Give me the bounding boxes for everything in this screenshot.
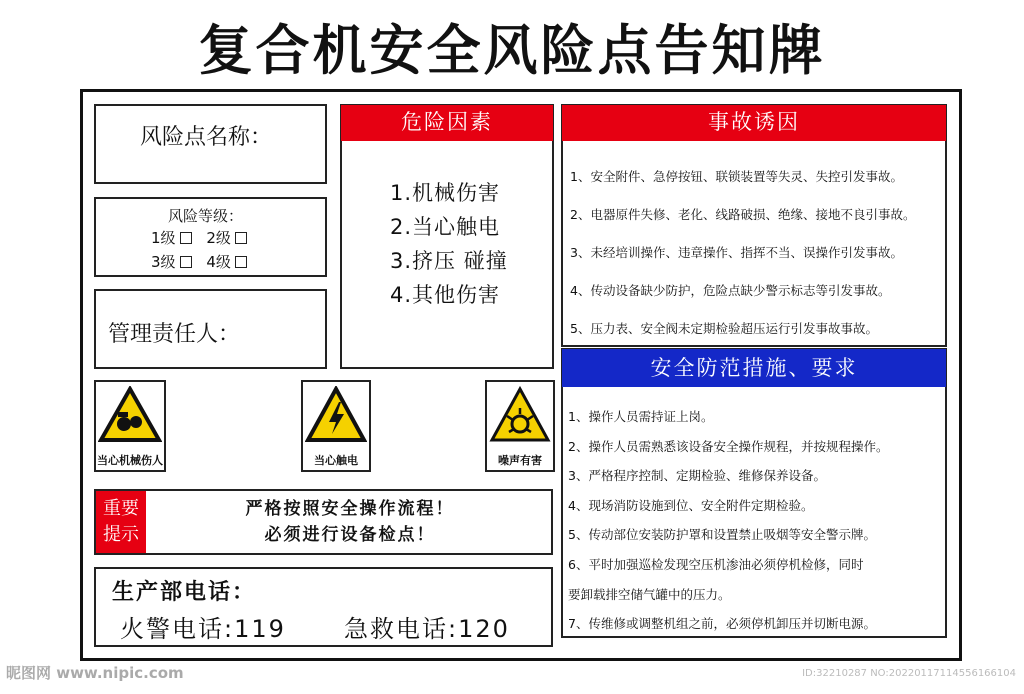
important-line: 严格按照安全操作流程！ — [245, 499, 455, 519]
risk-level-option-3: 3级 — [151, 253, 176, 271]
risk-level-label: 风险等级： — [168, 207, 244, 225]
sign-caption: 当心触电 — [314, 454, 358, 467]
checkbox-icon[interactable] — [180, 232, 192, 244]
risk-name-label: 风险点名称： — [140, 125, 273, 150]
measure-item: 要卸载排空储气罐中的压力。 — [568, 586, 731, 602]
important-tag-line: 提示 — [103, 524, 139, 545]
page-title: 复合机安全风险点告知牌 — [198, 19, 826, 82]
checkbox-icon[interactable] — [235, 232, 247, 244]
accident-causes-list — [570, 158, 915, 348]
measure-item: 5、传动部位安装防护罩和设置禁止吸烟等安全警示牌。 — [568, 527, 876, 543]
important-line: 必须进行设备检点！ — [264, 525, 436, 545]
ambulance-phone: 急救电话:120 — [344, 615, 510, 643]
fire-phone: 火警电话:119 — [120, 615, 286, 643]
warning-sign-noise — [485, 380, 555, 472]
cause-item: 5、压力表、安全阀未定期检验超压运行引发事故事故。 — [570, 321, 878, 336]
checkbox-icon[interactable] — [235, 256, 247, 268]
manager-label: 管理责任人： — [108, 322, 241, 347]
measure-item: 4、现场消防设施到位、安全附件定期检验。 — [568, 497, 814, 513]
sign-caption: 噪声有害 — [498, 454, 542, 467]
cause-item: 1、安全附件、急停按钮、联锁装置等失灵、失控引发事故。 — [570, 169, 903, 184]
measure-item: 1、操作人员需持证上岗。 — [568, 409, 714, 424]
measure-item: 2、操作人员需熟悉该设备安全操作规程，并按规程操作。 — [568, 438, 889, 454]
accident-causes-header: 事故诱因 — [562, 105, 946, 141]
machine-injury-icon — [98, 386, 162, 444]
cause-item: 3、未经培训操作、违章操作、指挥不当、误操作引发事故。 — [570, 245, 903, 260]
cause-item: 4、传动设备缺少防护，危险点缺少警示标志等引发事故。 — [570, 283, 891, 298]
dept-phone-label: 生产部电话： — [112, 580, 257, 605]
important-notice-text — [150, 496, 550, 548]
cause-item: 2、电器原件失修、老化、线路破损、绝缘、接地不良引事故。 — [570, 207, 916, 222]
risk-level-option-1: 1级 — [151, 229, 176, 247]
risk-level-row-2 — [151, 251, 257, 272]
risk-level-row-1 — [151, 227, 257, 248]
danger-item: 1.机械伤害 — [390, 181, 501, 205]
sign-caption: 当心机械伤人 — [97, 454, 163, 467]
danger-item: 3.挤压 碰撞 — [390, 249, 508, 273]
electric-shock-icon — [305, 386, 367, 444]
watermark-left: 昵图网 www.nipic.com — [6, 664, 184, 682]
warning-sign-electric — [301, 380, 371, 472]
checkbox-icon[interactable] — [180, 256, 192, 268]
danger-factors-list — [390, 176, 508, 312]
measure-item: 6、平时加强巡检发现空压机渗油必须停机检修，同时 — [568, 556, 864, 572]
important-tag-line: 重要 — [103, 498, 139, 519]
danger-factors-header: 危险因素 — [341, 105, 553, 141]
danger-item: 2.当心触电 — [390, 215, 501, 239]
risk-level-option-2: 2级 — [206, 229, 231, 247]
safety-measures-list — [568, 402, 888, 639]
risk-name-box — [94, 104, 327, 184]
manager-box — [94, 289, 327, 369]
noise-hazard-icon — [489, 386, 551, 444]
safety-measures-header: 安全防范措施、要求 — [562, 349, 946, 387]
measure-item: 3、严格程序控制、定期检验、维修保养设备。 — [568, 468, 826, 484]
danger-item: 4.其他伤害 — [390, 283, 501, 307]
measure-item: 7、传维修或调整机组之前，必须停机卸压并切断电源。 — [568, 616, 876, 632]
watermark-right: ID:32210287 NO:20220117114556166104 — [802, 668, 1016, 679]
important-tag — [96, 491, 146, 553]
risk-level-option-4: 4级 — [206, 253, 231, 271]
risk-level-box — [94, 197, 327, 277]
warning-sign-machine — [94, 380, 166, 472]
